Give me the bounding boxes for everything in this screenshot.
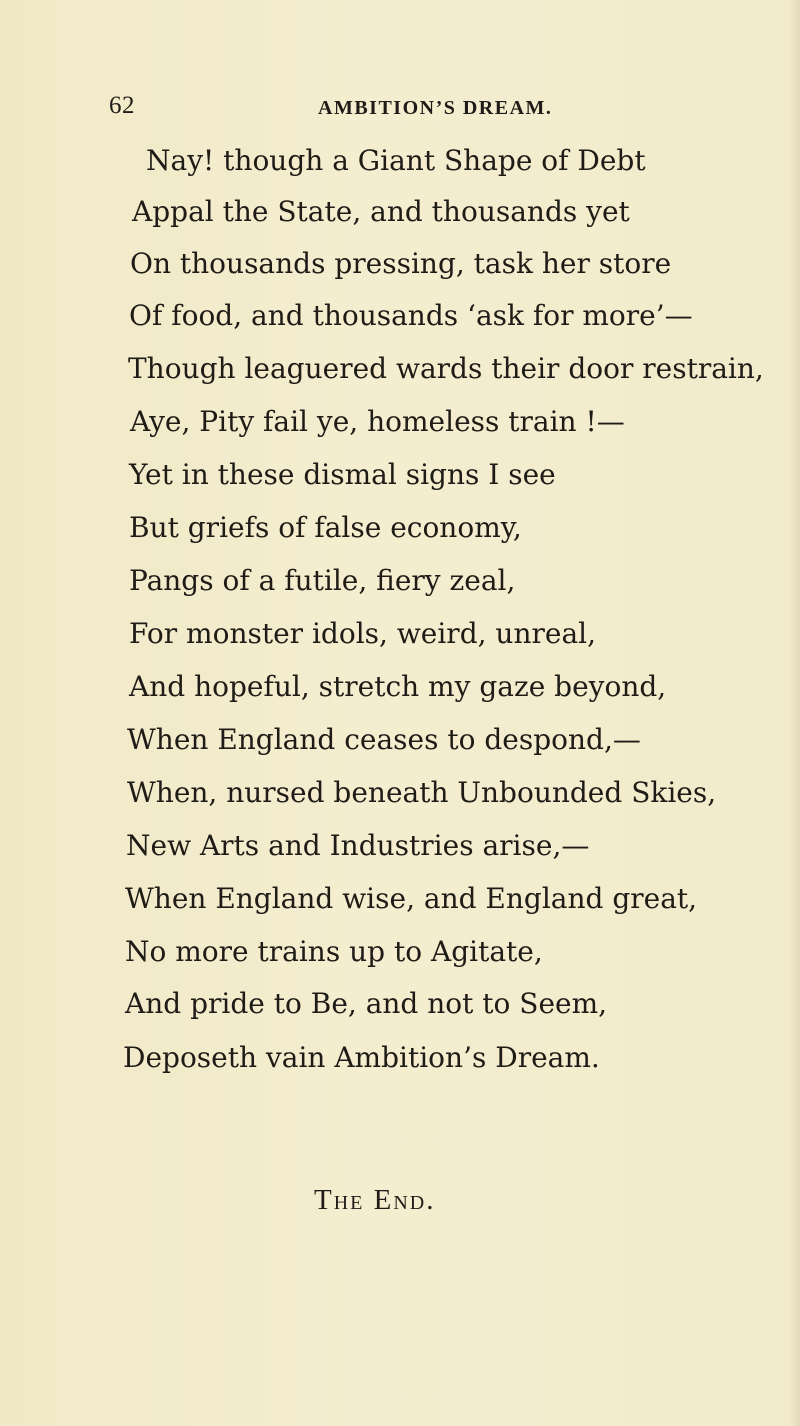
- poem-line: Deposeth vain Ambition’s Dream.: [123, 1041, 600, 1074]
- poem-line: But griefs of false economy,: [129, 511, 522, 544]
- poem-line: And pride to Be, and not to Seem,: [125, 987, 608, 1020]
- poem-line: Aye, Pity fail ye, homeless train !—: [130, 405, 625, 438]
- poem-line: Though leaguered wards their door restrain,: [128, 352, 764, 385]
- poem-line: For monster idols, weird, unreal,: [129, 617, 596, 650]
- poem-line: When England ceases to despond,—: [127, 723, 641, 756]
- poem-line: Yet in these dismal signs I see: [129, 458, 556, 491]
- poem-line: Nay! though a Giant Shape of Debt: [146, 144, 646, 177]
- poem-line: No more trains up to Agitate,: [125, 935, 543, 968]
- running-head: AMBITION’S DREAM.: [318, 97, 553, 119]
- poem-line: On thousands pressing, task her store: [130, 247, 672, 280]
- page-edge-shadow: [788, 0, 800, 1426]
- poem-line: And hopeful, stretch my gaze beyond,: [129, 670, 667, 703]
- poem-line: When, nursed beneath Unbounded Skies,: [127, 776, 717, 809]
- page-number: 62: [109, 92, 135, 119]
- poem-line: Pangs of a futile, fiery zeal,: [129, 564, 516, 597]
- poem-line: New Arts and Industries arise,—: [126, 829, 590, 862]
- poem-line: Appal the State, and thousands yet: [132, 195, 630, 228]
- the-end-text: The End.: [314, 1184, 436, 1216]
- poem-line: Of food, and thousands ‘ask for more’—: [129, 299, 693, 332]
- poem-line: When England wise, and England great,: [125, 882, 698, 915]
